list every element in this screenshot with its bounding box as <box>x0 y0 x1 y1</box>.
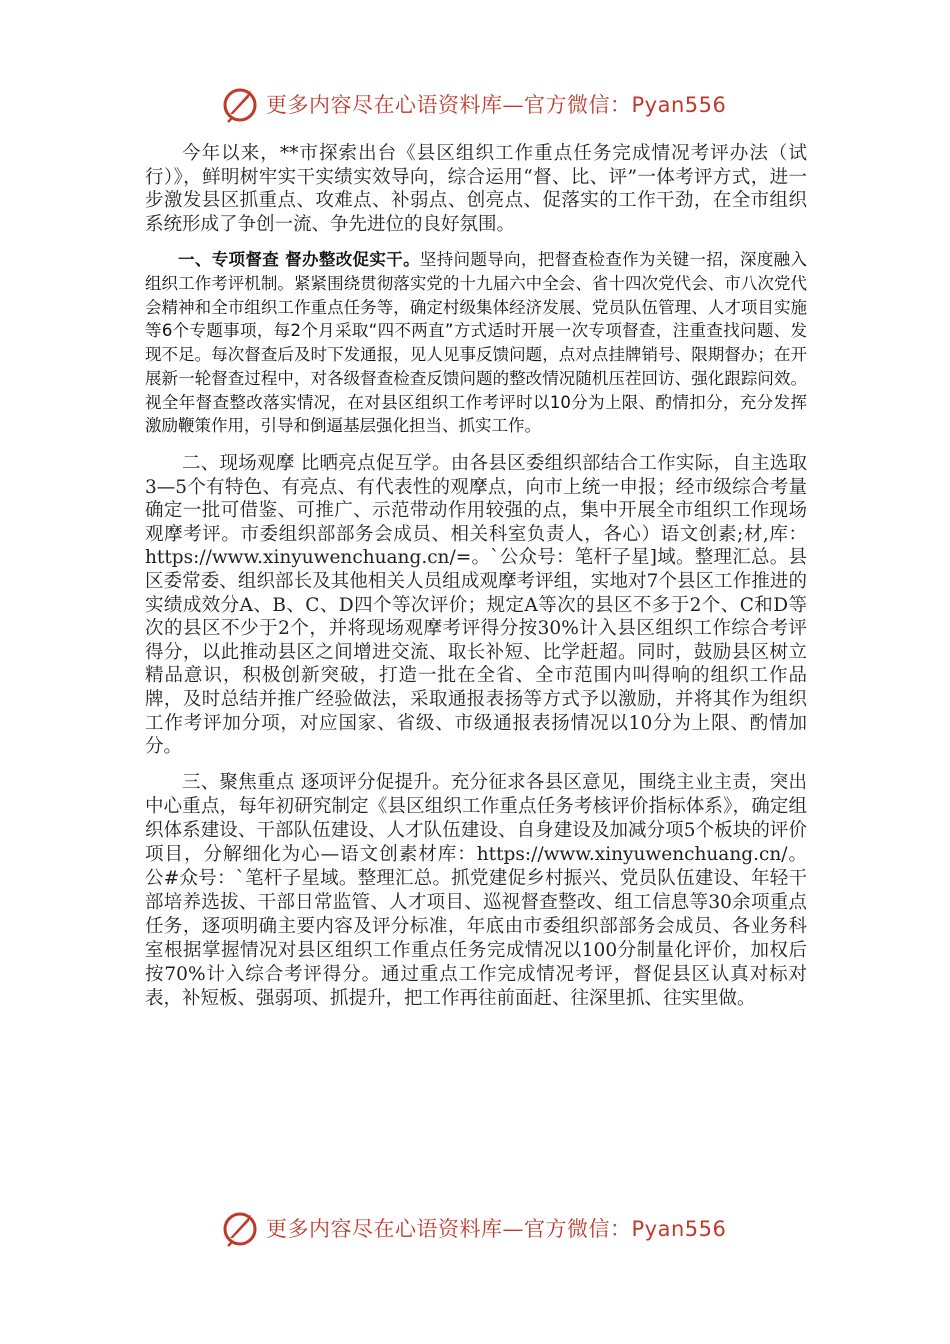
footer-banner <box>220 1208 740 1248</box>
banner-text: 更多内容尽在心语资料库—官方微信：Pyan556 <box>266 93 727 117</box>
paragraph-intro: 今年以来，**市探索出台《县区组织工作重点任务完成情况考评办法（试行）》，鲜明树牢实干实绩实效导向，综合运用“督、比、评”一体考评方式，进一步激发县区抓重点、攻难点、补弱点、创亮点、促落实的工作干劲，在全市组织系统形成了争创一流、争先进位的良好氛围。 <box>145 143 807 235</box>
header-banner <box>220 84 740 124</box>
banner-text: 更多内容尽在心语资料库—官方微信：Pyan556 <box>266 1217 727 1241</box>
paragraph-section-1: 一、专项督查 督办整改促实干。坚持问题导向，把督查检查作为关键一招，深度融入组织工作考评机制。紧紧围绕贯彻落实党的十九届六中全会、省十四次党代会、市八次党代会精神和全市组织工作重点任务等，确定村级集体经济发展、党员队伍管理、人才项目实施等6个专题事项，每2个月采取“四不两直”方式适时开展一次专项督查，注重查找问题、发现不足。每次督查后及时下发通报，见人见事反馈问题，点对点挂牌销号、限期督办；在开展新一轮督查过程中，对各级督查检查反馈问题的整改情况随机压茬回访、强化跟踪问效。视全年督查整改落实情况，在对县区组织工作考评时以10分为上限、酌情扣分，充分发挥激励鞭策作用，引导和倒逼基层强化担当、抓实工作。 <box>145 250 808 436</box>
paragraph-section-3: 三、聚焦重点 逐项评分促提升。充分征求各县区意见，围绕主业主责，突出中心重点，每年初研究制定《县区组织工作重点任务考核评价指标体系》，确定组织体系建设、干部队伍建设、人才队伍建设、自身建设及加减分项5个板块的评价项目，分解细化为心—语文创素材库：https://www.xinyuwenchuang.cn/。公#众号：`笔杆子星域。整理汇总。抓党建促乡村振兴、党员队伍建设、年轻干部培养选拔、干部日常监管、人才项目、巡视督查整改、组工信息等30余项重点任务，逐项明确主要内容及评分标准，年底由市委组织部部务会成员、各业务科室根据掌握情况对县区组织工作重点任务完成情况以100分制量化评价，加权后按70%计入综合考评得分。通过重点工作完成情况考评，督促县区认真对标对表，补短板、强弱项、抓提升，把工作再往前面赶、往深里抓、往实里做。 <box>145 771 807 1009</box>
section-heading: 一、专项督查 督办整改促实干。 <box>178 250 420 270</box>
quill-logo-icon <box>220 1208 260 1248</box>
paragraph-section-2: 二、现场观摩 比晒亮点促互学。由各县区委组织部结合工作实际，自主选取3—5个有特色、有亮点、有代表性的观摩点，向市上统一申报；经市级综合考量确定一批可借鉴、可推广、示范带动作用较强的点，集中开展全市组织工作现场观摩考评。市委组织部部务会成员、相关科室负责人，各心）语文创素;材,库：https://www.xinyuwenchuang.cn/=。`公众号：笔杆子星]域。整理汇总。县区委常委、组织部长及其他相关人员组成观摩考评组，实地对7个县区工作推进的实绩成效分A、B、C、D四个等次评价；规定A等次的县区不多于2个、C和D等次的县区不少于2个，并将现场观摩考评得分按30%计入县区组织工作综合考评得分，以此推动县区之间增进交流、取长补短、比学赶超。同时，鼓励县区树立精品意识，积极创新突破，打造一批在全省、全市范围内叫得响的组织工作品牌，及时总结并推广经验做法，采取通报表扬等方式予以激励，并将其作为组织工作考评加分项，对应国家、省级、市级通报表扬情况以10分为上限、酌情加分。 <box>145 453 807 758</box>
quill-logo-icon <box>220 84 260 124</box>
document-body <box>145 142 807 1023</box>
